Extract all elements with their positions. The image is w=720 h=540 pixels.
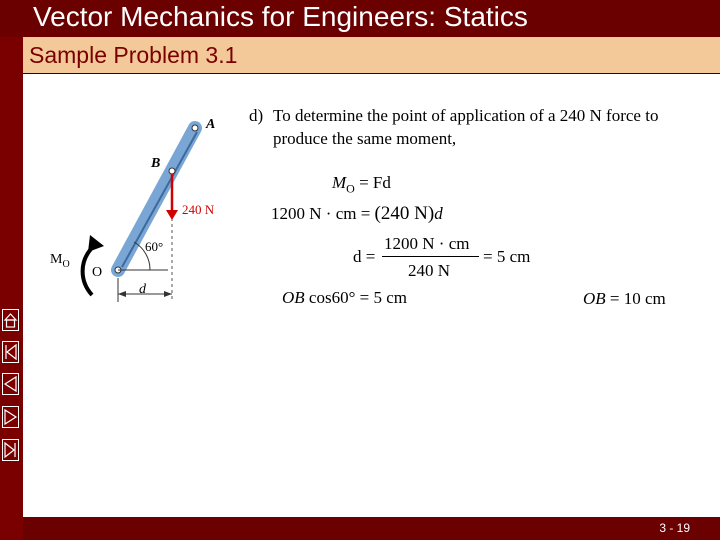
last-page-button[interactable] xyxy=(2,439,19,461)
page-number: 3 - 19 xyxy=(659,521,690,535)
angle-label: 60° xyxy=(145,239,164,254)
eq3-lhs: d = xyxy=(353,247,376,266)
slide-title: Vector Mechanics for Engineers: Statics xyxy=(33,1,528,32)
eq4-ob: OB xyxy=(282,288,305,307)
home-icon xyxy=(3,310,18,330)
moment-arrow-head xyxy=(88,235,104,252)
home-button[interactable] xyxy=(2,309,19,331)
eq5-rest: = 10 cm xyxy=(609,289,666,308)
last-page-icon xyxy=(3,440,18,460)
eq3-numerator: 1200 N · cm xyxy=(384,234,470,253)
eq2-lhs: 1200 N · cm = xyxy=(271,204,371,223)
first-page-icon xyxy=(3,342,18,362)
eq1-rhs: = Fd xyxy=(359,173,391,192)
force-label: 240 N xyxy=(182,202,215,217)
label-o: O xyxy=(92,265,103,280)
moment-symbol: M xyxy=(50,252,63,267)
dimension-arrow-right xyxy=(164,291,172,297)
label-a: A xyxy=(206,117,216,132)
slide-subtitle: Sample Problem 3.1 xyxy=(29,42,238,68)
distance-label: d xyxy=(139,282,146,297)
eq2-paren: (240 N) xyxy=(374,203,435,224)
force-arrow-head xyxy=(166,210,178,220)
navigation-strip xyxy=(0,37,23,540)
previous-page-icon xyxy=(3,374,18,394)
footer-bar xyxy=(23,517,720,540)
next-page-button[interactable] xyxy=(2,406,19,428)
next-page-icon xyxy=(3,407,18,427)
pin-a xyxy=(192,125,198,131)
moment-label xyxy=(50,252,70,270)
eq2-d: d xyxy=(434,204,443,223)
eq4-rest: cos60° = 5 cm xyxy=(308,288,407,307)
subtitle-bar xyxy=(23,37,720,74)
eq5-ob: OB xyxy=(583,289,606,308)
equation-1 xyxy=(332,173,391,196)
problem-body: To determine the point of application of a 240 N force to produce the same moment, xyxy=(273,106,659,148)
label-b: B xyxy=(151,156,161,171)
pin-b xyxy=(169,168,175,174)
equation-4 xyxy=(282,288,407,308)
eq3-fraction-bar xyxy=(382,256,479,257)
first-page-button[interactable] xyxy=(2,341,19,363)
problem-label: d) xyxy=(249,106,264,125)
eq3-rhs: = 5 cm xyxy=(483,247,531,266)
dimension-arrow-left xyxy=(118,291,126,297)
eq1-m: M xyxy=(332,173,347,192)
eq1-sub: O xyxy=(346,181,355,196)
moment-subscript: O xyxy=(62,258,70,270)
previous-page-button[interactable] xyxy=(2,373,19,395)
equation-2 xyxy=(271,203,443,225)
equation-5 xyxy=(583,289,666,309)
title-bar xyxy=(0,0,720,37)
eq3-denominator: 240 N xyxy=(408,261,451,280)
